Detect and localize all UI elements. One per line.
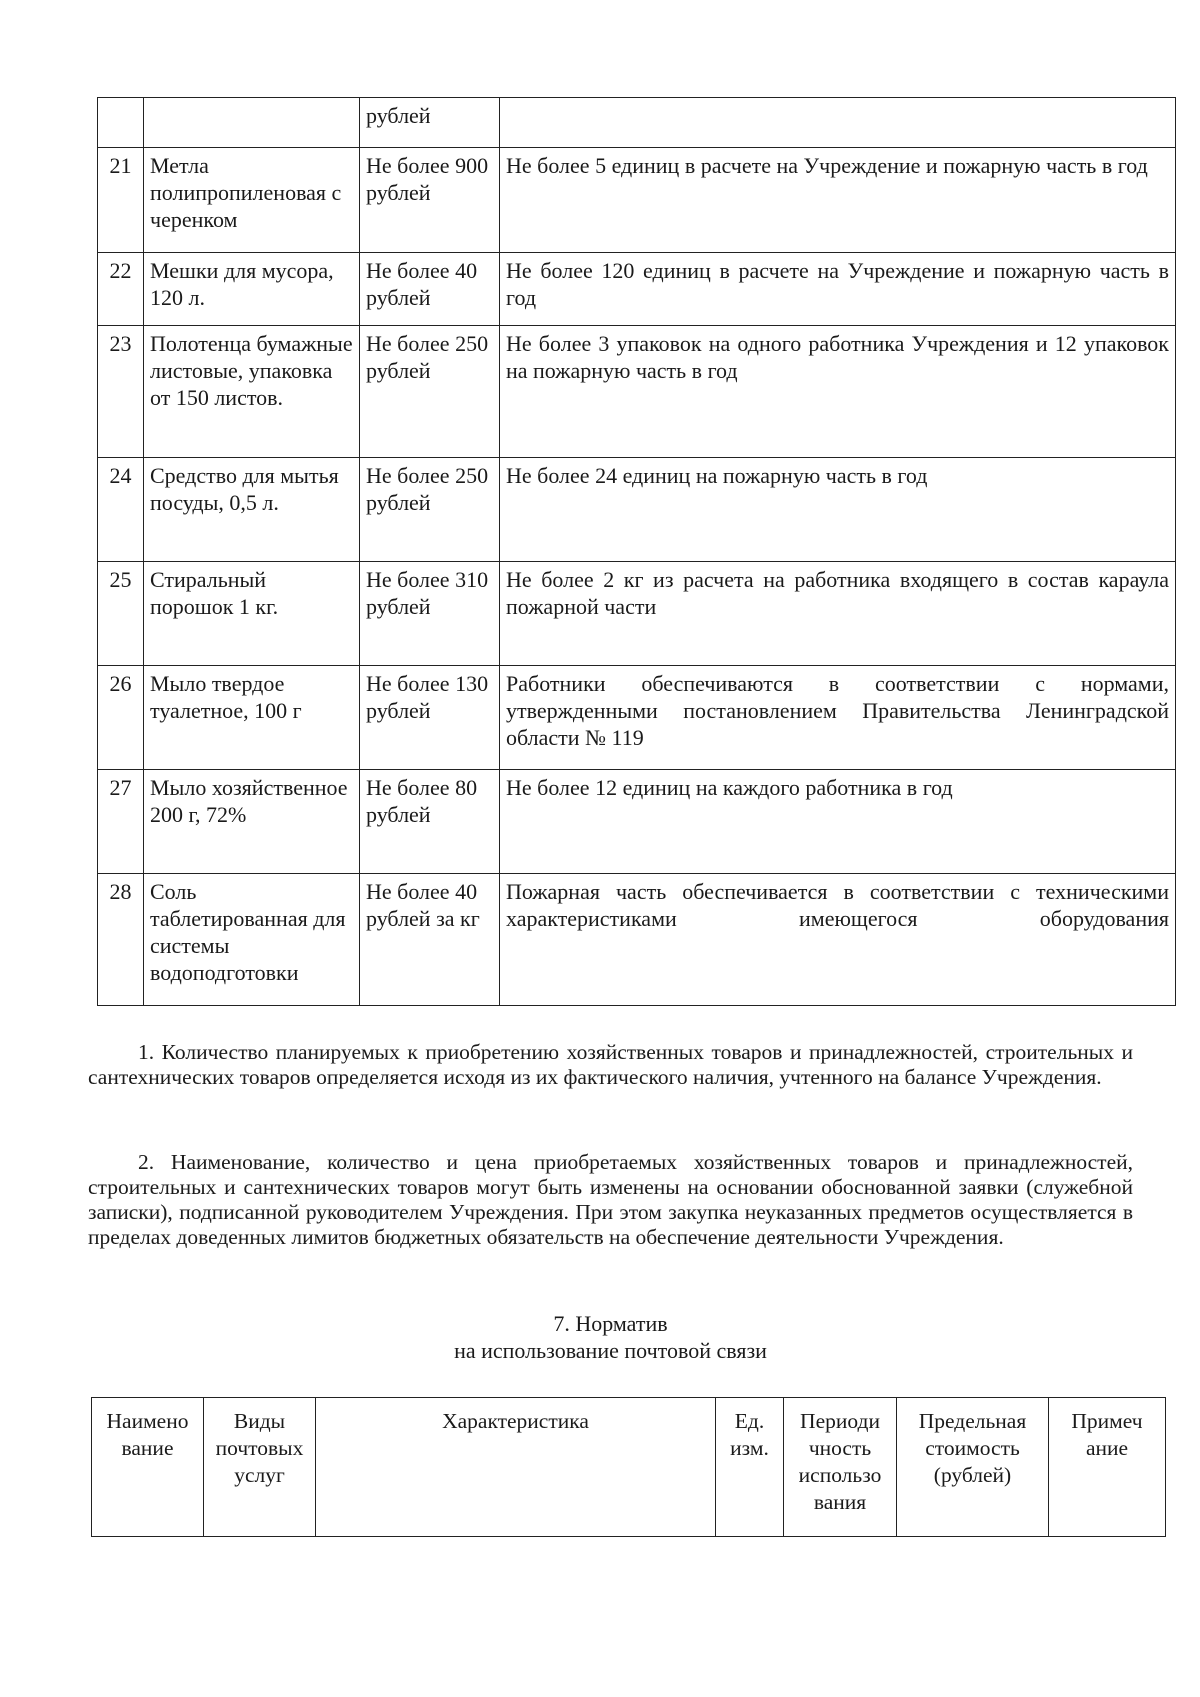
paragraph-2 <box>88 1150 1133 1250</box>
header-max-cost: Предельная стоимость (рублей) <box>897 1398 1049 1537</box>
table-row <box>98 326 1176 458</box>
item-name: Полотенца бумажные листовые, упаковка от 150 листов. <box>144 326 360 458</box>
item-norm: Не более 2 кг из расчета на работника входящего в состав караула пожарной части <box>500 562 1176 666</box>
paragraph-1 <box>88 1040 1133 1090</box>
table-row <box>98 874 1176 1006</box>
item-price: Не более 250 рублей <box>360 458 500 562</box>
row-number: 25 <box>98 562 144 666</box>
item-name <box>144 98 360 148</box>
item-name: Мыло твердое туалетное, 100 г <box>144 666 360 770</box>
row-number: 22 <box>98 253 144 326</box>
header-frequency: Периоди чность использо вания <box>784 1398 897 1537</box>
row-number: 28 <box>98 874 144 1006</box>
section-7-title: 7. Норматив <box>553 1311 668 1336</box>
row-number: 24 <box>98 458 144 562</box>
table-row <box>98 666 1176 770</box>
item-norm: Не более 120 единиц в расчете на Учреждение и пожарную часть в год <box>500 253 1176 326</box>
item-price: Не более 250 рублей <box>360 326 500 458</box>
section-7-subtitle: на использование почтовой связи <box>454 1338 767 1363</box>
item-name: Мешки для мусора, 120 л. <box>144 253 360 326</box>
item-price: Не более 40 рублей <box>360 253 500 326</box>
table-row <box>98 562 1176 666</box>
header-note: Примеч ание <box>1049 1398 1166 1537</box>
item-norm: Не более 5 единиц в расчете на Учреждение и пожарную часть в год <box>500 148 1176 253</box>
item-price: Не более 900 рублей <box>360 148 500 253</box>
header-characteristic: Характеристика <box>316 1398 716 1537</box>
table-row <box>98 253 1176 326</box>
table-row <box>98 148 1176 253</box>
item-norm: Не более 3 упаковок на одного работника Учреждения и 12 упаковок на пожарную часть в год <box>500 326 1176 458</box>
item-name: Соль таблетированная для системы водоподготовки <box>144 874 360 1006</box>
item-price: Не более 310 рублей <box>360 562 500 666</box>
item-name: Мыло хозяйственное 200 г, 72% <box>144 770 360 874</box>
item-price: Не более 130 рублей <box>360 666 500 770</box>
header-service-types: Виды почтовых услуг <box>204 1398 316 1537</box>
item-norm: Пожарная часть обеспечивается в соответствии с техническими характеристиками имеющегося оборудования <box>500 874 1176 1006</box>
item-norm <box>500 98 1176 148</box>
item-price: Не более 40 рублей за кг <box>360 874 500 1006</box>
item-price: рублей <box>360 98 500 148</box>
row-number: 26 <box>98 666 144 770</box>
header-unit: Ед. изм. <box>716 1398 784 1537</box>
item-name: Стиральный порошок 1 кг. <box>144 562 360 666</box>
paragraph-1-text: 1. Количество планируемых к приобретению хозяйственных товаров и принадлежностей, строительных и сантехнических товаров определяется исходя из их фактического наличия, учтенного на балансе Учреждения. <box>88 1040 1133 1089</box>
postal-services-table <box>91 1397 1166 1537</box>
table-row <box>98 770 1176 874</box>
row-number: 21 <box>98 148 144 253</box>
item-name: Метла полипропиленовая с черенком <box>144 148 360 253</box>
household-goods-table <box>97 97 1176 1006</box>
header-name: Наимено вание <box>92 1398 204 1537</box>
item-price: Не более 80 рублей <box>360 770 500 874</box>
table-row <box>98 458 1176 562</box>
paragraph-2-text: 2. Наименование, количество и цена приобретаемых хозяйственных товаров и принадлежностей, строительных и сантехнических товаров могут быть изменены на основании обоснованной заявки (служебной записки), подписанной руководителем Учреждения. При этом закупка неуказанных предметов осуществляется в пределах доведенных лимитов бюджетных обязательств на обеспечение деятельности Учреждения. <box>88 1150 1133 1249</box>
table-row <box>98 98 1176 148</box>
item-norm: Работники обеспечиваются в соответствии с нормами, утвержденными постановлением Правительства Ленинградской области № 119 <box>500 666 1176 770</box>
row-number: 27 <box>98 770 144 874</box>
row-number <box>98 98 144 148</box>
item-norm: Не более 24 единиц на пожарную часть в год <box>500 458 1176 562</box>
item-norm: Не более 12 единиц на каждого работника в год <box>500 770 1176 874</box>
row-number: 23 <box>98 326 144 458</box>
table-header-row <box>92 1398 1166 1537</box>
item-name: Средство для мытья посуды, 0,5 л. <box>144 458 360 562</box>
